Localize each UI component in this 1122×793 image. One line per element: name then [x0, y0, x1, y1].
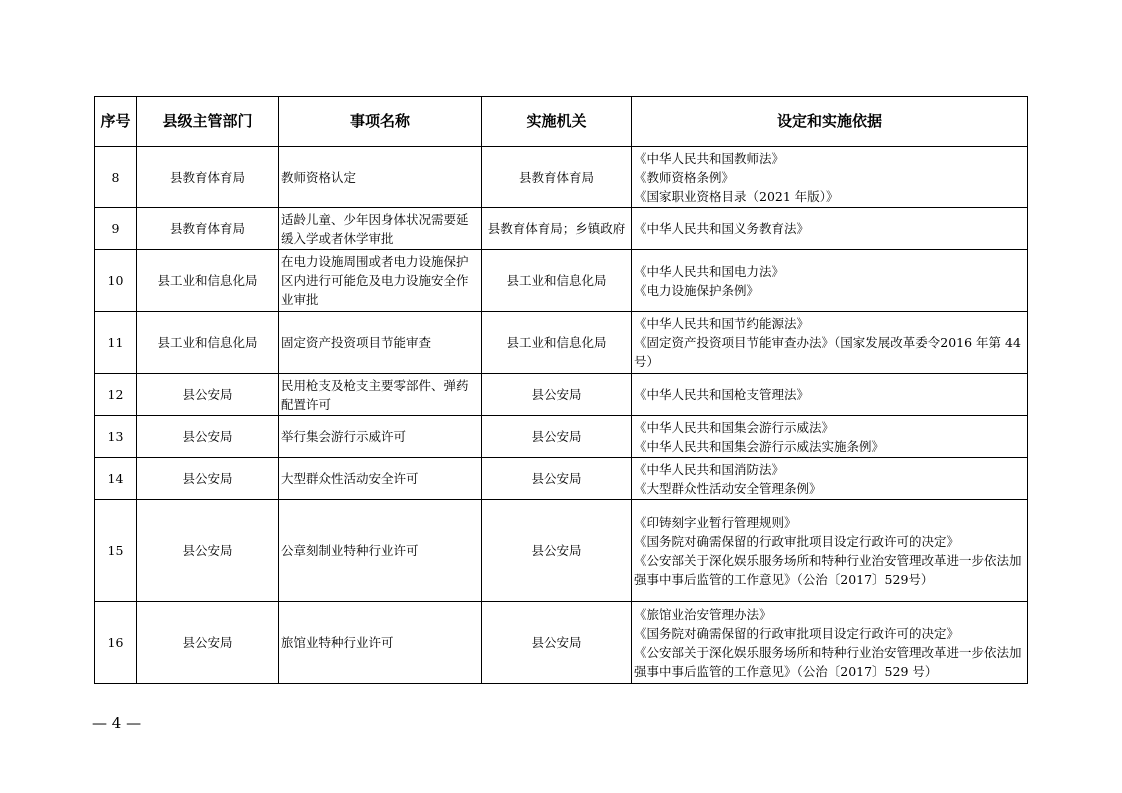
table-row [95, 602, 1028, 684]
row-org: 县公安局 [482, 602, 632, 684]
table-row [95, 312, 1028, 374]
row-no: 15 [95, 500, 137, 602]
row-dept: 县公安局 [137, 416, 279, 458]
basis-line: 《公安部关于深化娱乐服务场所和特种行业治安管理改革进一步依法加强事中事后监管的工作意见》（公治〔2017〕529号） [634, 552, 1022, 587]
row-basis [632, 458, 1028, 500]
row-item: 公章刻制业特种行业许可 [279, 500, 482, 602]
row-org: 县公安局 [482, 416, 632, 458]
basis-line: 《中华人民共和国教师法》 [634, 150, 785, 166]
row-no: 8 [95, 147, 137, 208]
header-dept: 县级主管部门 [137, 97, 279, 147]
row-basis [632, 250, 1028, 312]
row-basis [632, 602, 1028, 684]
row-basis [632, 416, 1028, 458]
row-dept: 县公安局 [137, 500, 279, 602]
basis-line: 《中华人民共和国义务教育法》 [634, 221, 810, 236]
row-item: 旅馆业特种行业许可 [279, 602, 482, 684]
basis-line: 《国务院对确需保留的行政审批项目设定行政许可的决定》 [634, 533, 960, 549]
row-org: 县公安局 [482, 458, 632, 500]
table-row [95, 208, 1028, 250]
row-item: 适龄儿童、少年因身体状况需要延缓入学或者休学审批 [279, 208, 482, 250]
basis-line: 《大型群众性活动安全管理条例》 [634, 480, 822, 496]
row-basis [632, 312, 1028, 374]
table-row [95, 147, 1028, 208]
row-org: 县教育体育局 [482, 147, 632, 208]
basis-line: 《印铸刻字业暂行管理规则》 [634, 514, 797, 530]
row-item: 固定资产投资项目节能审查 [279, 312, 482, 374]
row-no: 14 [95, 458, 137, 500]
row-basis [632, 208, 1028, 250]
row-item: 大型群众性活动安全许可 [279, 458, 482, 500]
row-no: 10 [95, 250, 137, 312]
row-dept: 县公安局 [137, 458, 279, 500]
row-org: 县公安局 [482, 500, 632, 602]
basis-line: 《国务院对确需保留的行政审批项目设定行政许可的决定》 [634, 625, 960, 641]
basis-line: 《中华人民共和国节约能源法》 [634, 316, 810, 331]
row-dept: 县工业和信息化局 [137, 250, 279, 312]
basis-line: 《公安部关于深化娱乐服务场所和特种行业治安管理改革进一步依法加强事中事后监管的工作意见》（公治〔2017〕529 号） [634, 644, 1022, 679]
row-basis [632, 147, 1028, 208]
table-row [95, 458, 1028, 500]
row-dept: 县教育体育局 [137, 208, 279, 250]
basis-line: 《中华人民共和国集会游行示威法实施条例》 [634, 438, 885, 454]
basis-line: 《中华人民共和国消防法》 [634, 461, 785, 477]
basis-line: 《国家职业资格目录（2021 年版）》 [634, 188, 839, 204]
basis-line: 《中华人民共和国电力法》 [634, 263, 785, 279]
table-row [95, 416, 1028, 458]
basis-line: 《中华人民共和国枪支管理法》 [634, 387, 810, 402]
row-item: 教师资格认定 [279, 147, 482, 208]
basis-line: 《旅馆业治安管理办法》 [634, 606, 772, 622]
table-row [95, 500, 1028, 602]
row-dept: 县教育体育局 [137, 147, 279, 208]
basis-line: 《中华人民共和国集会游行示威法》 [634, 419, 835, 435]
row-no: 13 [95, 416, 137, 458]
row-no: 16 [95, 602, 137, 684]
row-item: 举行集会游行示威许可 [279, 416, 482, 458]
permits-table [94, 96, 1028, 684]
header-row [95, 97, 1028, 147]
row-basis [632, 374, 1028, 416]
row-no: 12 [95, 374, 137, 416]
header-org: 实施机关 [482, 97, 632, 147]
row-dept: 县公安局 [137, 602, 279, 684]
header-no: 序号 [95, 97, 137, 147]
row-org: 县公安局 [482, 374, 632, 416]
row-item: 在电力设施周围或者电力设施保护区内进行可能危及电力设施安全作业审批 [279, 250, 482, 312]
table-row [95, 250, 1028, 312]
header-item: 事项名称 [279, 97, 482, 147]
row-item: 民用枪支及枪支主要零部件、弹药配置许可 [279, 374, 482, 416]
basis-line: 《教师资格条例》 [634, 169, 735, 185]
row-org: 县工业和信息化局 [482, 250, 632, 312]
row-basis [632, 500, 1028, 602]
row-no: 9 [95, 208, 137, 250]
row-no: 11 [95, 312, 137, 374]
basis-line: 《固定资产投资项目节能审查办法》（国家发展改革委令2016 年第 44 号） [634, 335, 1021, 369]
row-org: 县教育体育局；乡镇政府 [482, 208, 632, 250]
page-number: — 4 — [92, 714, 142, 732]
row-dept: 县公安局 [137, 374, 279, 416]
table-row [95, 374, 1028, 416]
basis-line: 《电力设施保护条例》 [634, 282, 760, 298]
row-org: 县工业和信息化局 [482, 312, 632, 374]
row-dept: 县工业和信息化局 [137, 312, 279, 374]
header-basis: 设定和实施依据 [632, 97, 1028, 147]
